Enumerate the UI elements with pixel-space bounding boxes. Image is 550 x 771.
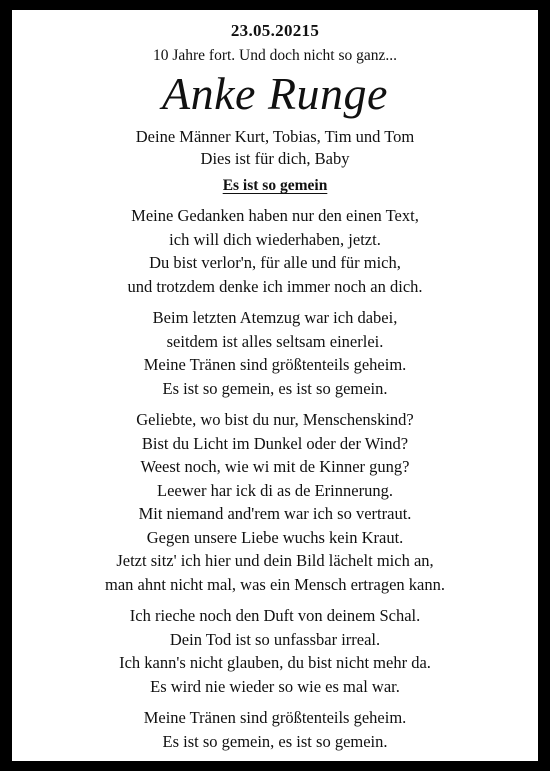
- verse-line: Ich rieche noch den Duft von deinem Schal.: [129, 606, 421, 625]
- notice-date: 23.05.20215: [230, 21, 320, 40]
- stanza-3: [12, 408, 538, 596]
- stanza-4: [12, 604, 538, 698]
- verse-line: Es ist so gemein, es ist so gemein.: [162, 378, 388, 398]
- verse-line: ich will dich wiederhaben, jetzt.: [169, 229, 381, 249]
- verse-line: Ich kann's nicht glauben, du bist nicht mehr da.: [119, 653, 431, 672]
- dedication-block: [12, 126, 538, 170]
- verse-line: Dein Tod ist so unfassbar irreal.: [169, 629, 381, 649]
- verse-line: und trotzdem denke ich immer noch an dich.: [127, 276, 423, 296]
- verse-line: Jetzt sitz' ich hier und dein Bild lächelt mich an,: [116, 551, 434, 570]
- dedication-line: Deine Männer Kurt, Tobias, Tim und Tom: [135, 127, 415, 146]
- verse-line: Gegen unsere Liebe wuchs kein Kraut.: [146, 527, 404, 547]
- deceased-name: Anke Runge: [162, 68, 388, 119]
- verse-line: Meine Tränen sind größtenteils geheim.: [143, 708, 407, 727]
- stanza-2: [12, 306, 538, 400]
- verse-line: Es ist so gemein, es ist so gemein.: [162, 731, 388, 751]
- verse-line: Mit niemand and'rem war ich so vertraut.: [138, 504, 412, 523]
- verse-line: Es wird nie wieder so wie es mal war.: [150, 676, 400, 696]
- verse-line: Bist du Licht im Dunkel oder der Wind?: [141, 433, 409, 453]
- song-title: Es ist so gemein: [222, 177, 328, 194]
- verse-line: Weest noch, wie wi mit de Kinner gung?: [140, 457, 410, 476]
- obituary-notice: [12, 10, 538, 761]
- verse-line: Leewer har ick di as de Erinnerung.: [157, 480, 393, 500]
- verse-line: Beim letzten Atemzug war ich dabei,: [152, 308, 398, 327]
- verse-line: Meine Tränen sind größtenteils geheim.: [143, 355, 407, 374]
- dedication-line: Dies ist für dich, Baby: [200, 149, 350, 168]
- verse-line: Geliebte, wo bist du nur, Menschenskind?: [136, 410, 414, 429]
- stanza-1: [12, 204, 538, 298]
- verse-line: man ahnt nicht mal, was ein Mensch ertragen kann.: [105, 574, 445, 594]
- notice-subtitle: 10 Jahre fort. Und doch nicht so ganz...: [152, 47, 398, 64]
- stanza-5: [12, 706, 538, 753]
- verse-line: seitdem ist alles seltsam einerlei.: [166, 331, 384, 351]
- verse-line: Meine Gedanken haben nur den einen Text,: [131, 206, 419, 225]
- verse-line: Du bist verlor'n, für alle und für mich,: [149, 253, 401, 272]
